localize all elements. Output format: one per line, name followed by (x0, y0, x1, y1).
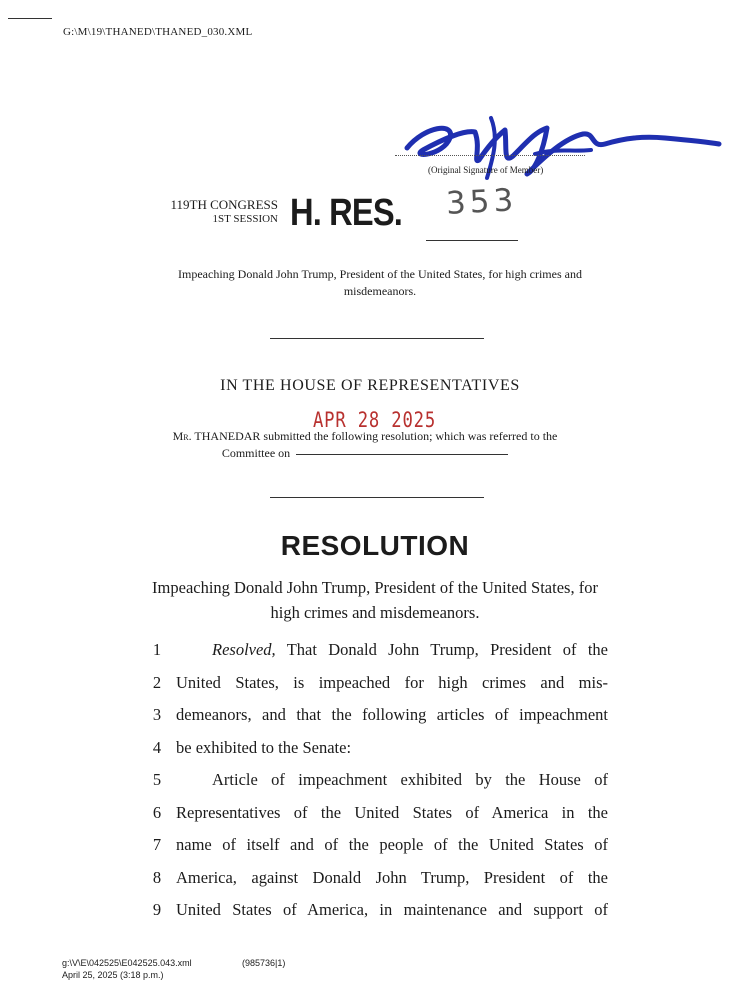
line-number: 4 (152, 737, 162, 757)
line-number: 8 (152, 867, 162, 887)
committee-label: Committee on (221, 446, 291, 460)
footer-id: (985736|1) (242, 958, 286, 968)
text-line (0, 738, 740, 768)
line-body: United States of America, in maintenance and support of (176, 900, 608, 919)
chamber-title: IN THE HOUSE OF REPRESENTATIVES (220, 377, 520, 394)
line-number: 7 (152, 835, 162, 854)
handwritten-signature (395, 108, 725, 188)
text-line (0, 705, 740, 735)
line-text (176, 673, 608, 693)
line-text (176, 705, 608, 725)
resolution-summary: Impeaching Donald John Trump, President of the United States, for high crimes and misdemeanors. (152, 578, 598, 622)
signature-label: (Original Signature of Member) (428, 165, 544, 175)
text-line (0, 640, 740, 670)
line-text (176, 868, 608, 888)
text-line (0, 770, 740, 800)
divider (270, 497, 484, 498)
line-number: 1 (152, 640, 162, 659)
line-body: name of itself and of the people of the United States of (176, 835, 608, 854)
date-stamp: APR 28 2025 (313, 408, 437, 432)
line-number: 5 (152, 770, 162, 789)
signature-line (395, 155, 585, 156)
line-text (212, 640, 608, 660)
corner-mark (8, 18, 52, 19)
resolution-number: 353 (445, 182, 519, 222)
line-body: America, against Donald John Trump, President of the (176, 867, 608, 887)
line-text (176, 738, 608, 758)
sponsor-name: Mr. THANEDAR (172, 429, 261, 443)
submission-note (120, 428, 610, 462)
line-body: be exhibited to the Senate: (176, 737, 352, 757)
resolution-type: H. RES. (290, 192, 403, 234)
line-body: Article of impeachment exhibited by the House of (212, 770, 608, 789)
bill-caption: Impeaching Donald John Trump, President of the United States, for high crimes and misdemeanors. (178, 267, 582, 298)
line-number: 9 (152, 900, 162, 919)
resolution-heading: RESOLUTION (280, 530, 470, 561)
line-number: 6 (152, 802, 162, 822)
line-body: demeanors, and that the following articles of impeachment (176, 705, 608, 724)
submitted-text: submitted the following resolution; which was referred to the (263, 429, 558, 443)
divider (270, 338, 484, 339)
line-number: 2 (152, 672, 162, 692)
line-text (176, 835, 608, 855)
resolution-number-underline (426, 240, 518, 241)
line-body: Representatives of the United States of America in the (176, 802, 608, 822)
line-number: 3 (152, 705, 162, 724)
session-number: 1ST SESSION (212, 213, 278, 225)
text-line (0, 868, 740, 898)
line-text (176, 900, 608, 920)
footer-path: g:\V\E\042525\E042525.043.xml (62, 958, 192, 968)
file-path: G:\M\19\THANED\THANED_030.XML (63, 26, 253, 38)
resolved-lead: Resolved, (212, 640, 276, 659)
footer-date: April 25, 2025 (3:18 p.m.) (62, 970, 164, 980)
committee-blank-line (296, 454, 508, 455)
line-text (212, 770, 608, 790)
line-body: United States, is impeached for high crimes and mis- (176, 672, 608, 692)
congress-number: 119TH CONGRESS (170, 197, 278, 212)
text-line (0, 835, 740, 865)
line-body: That Donald John Trump, President of the (275, 640, 608, 659)
text-line (0, 803, 740, 833)
text-line (0, 900, 740, 930)
text-line (0, 673, 740, 703)
line-text (176, 803, 608, 823)
